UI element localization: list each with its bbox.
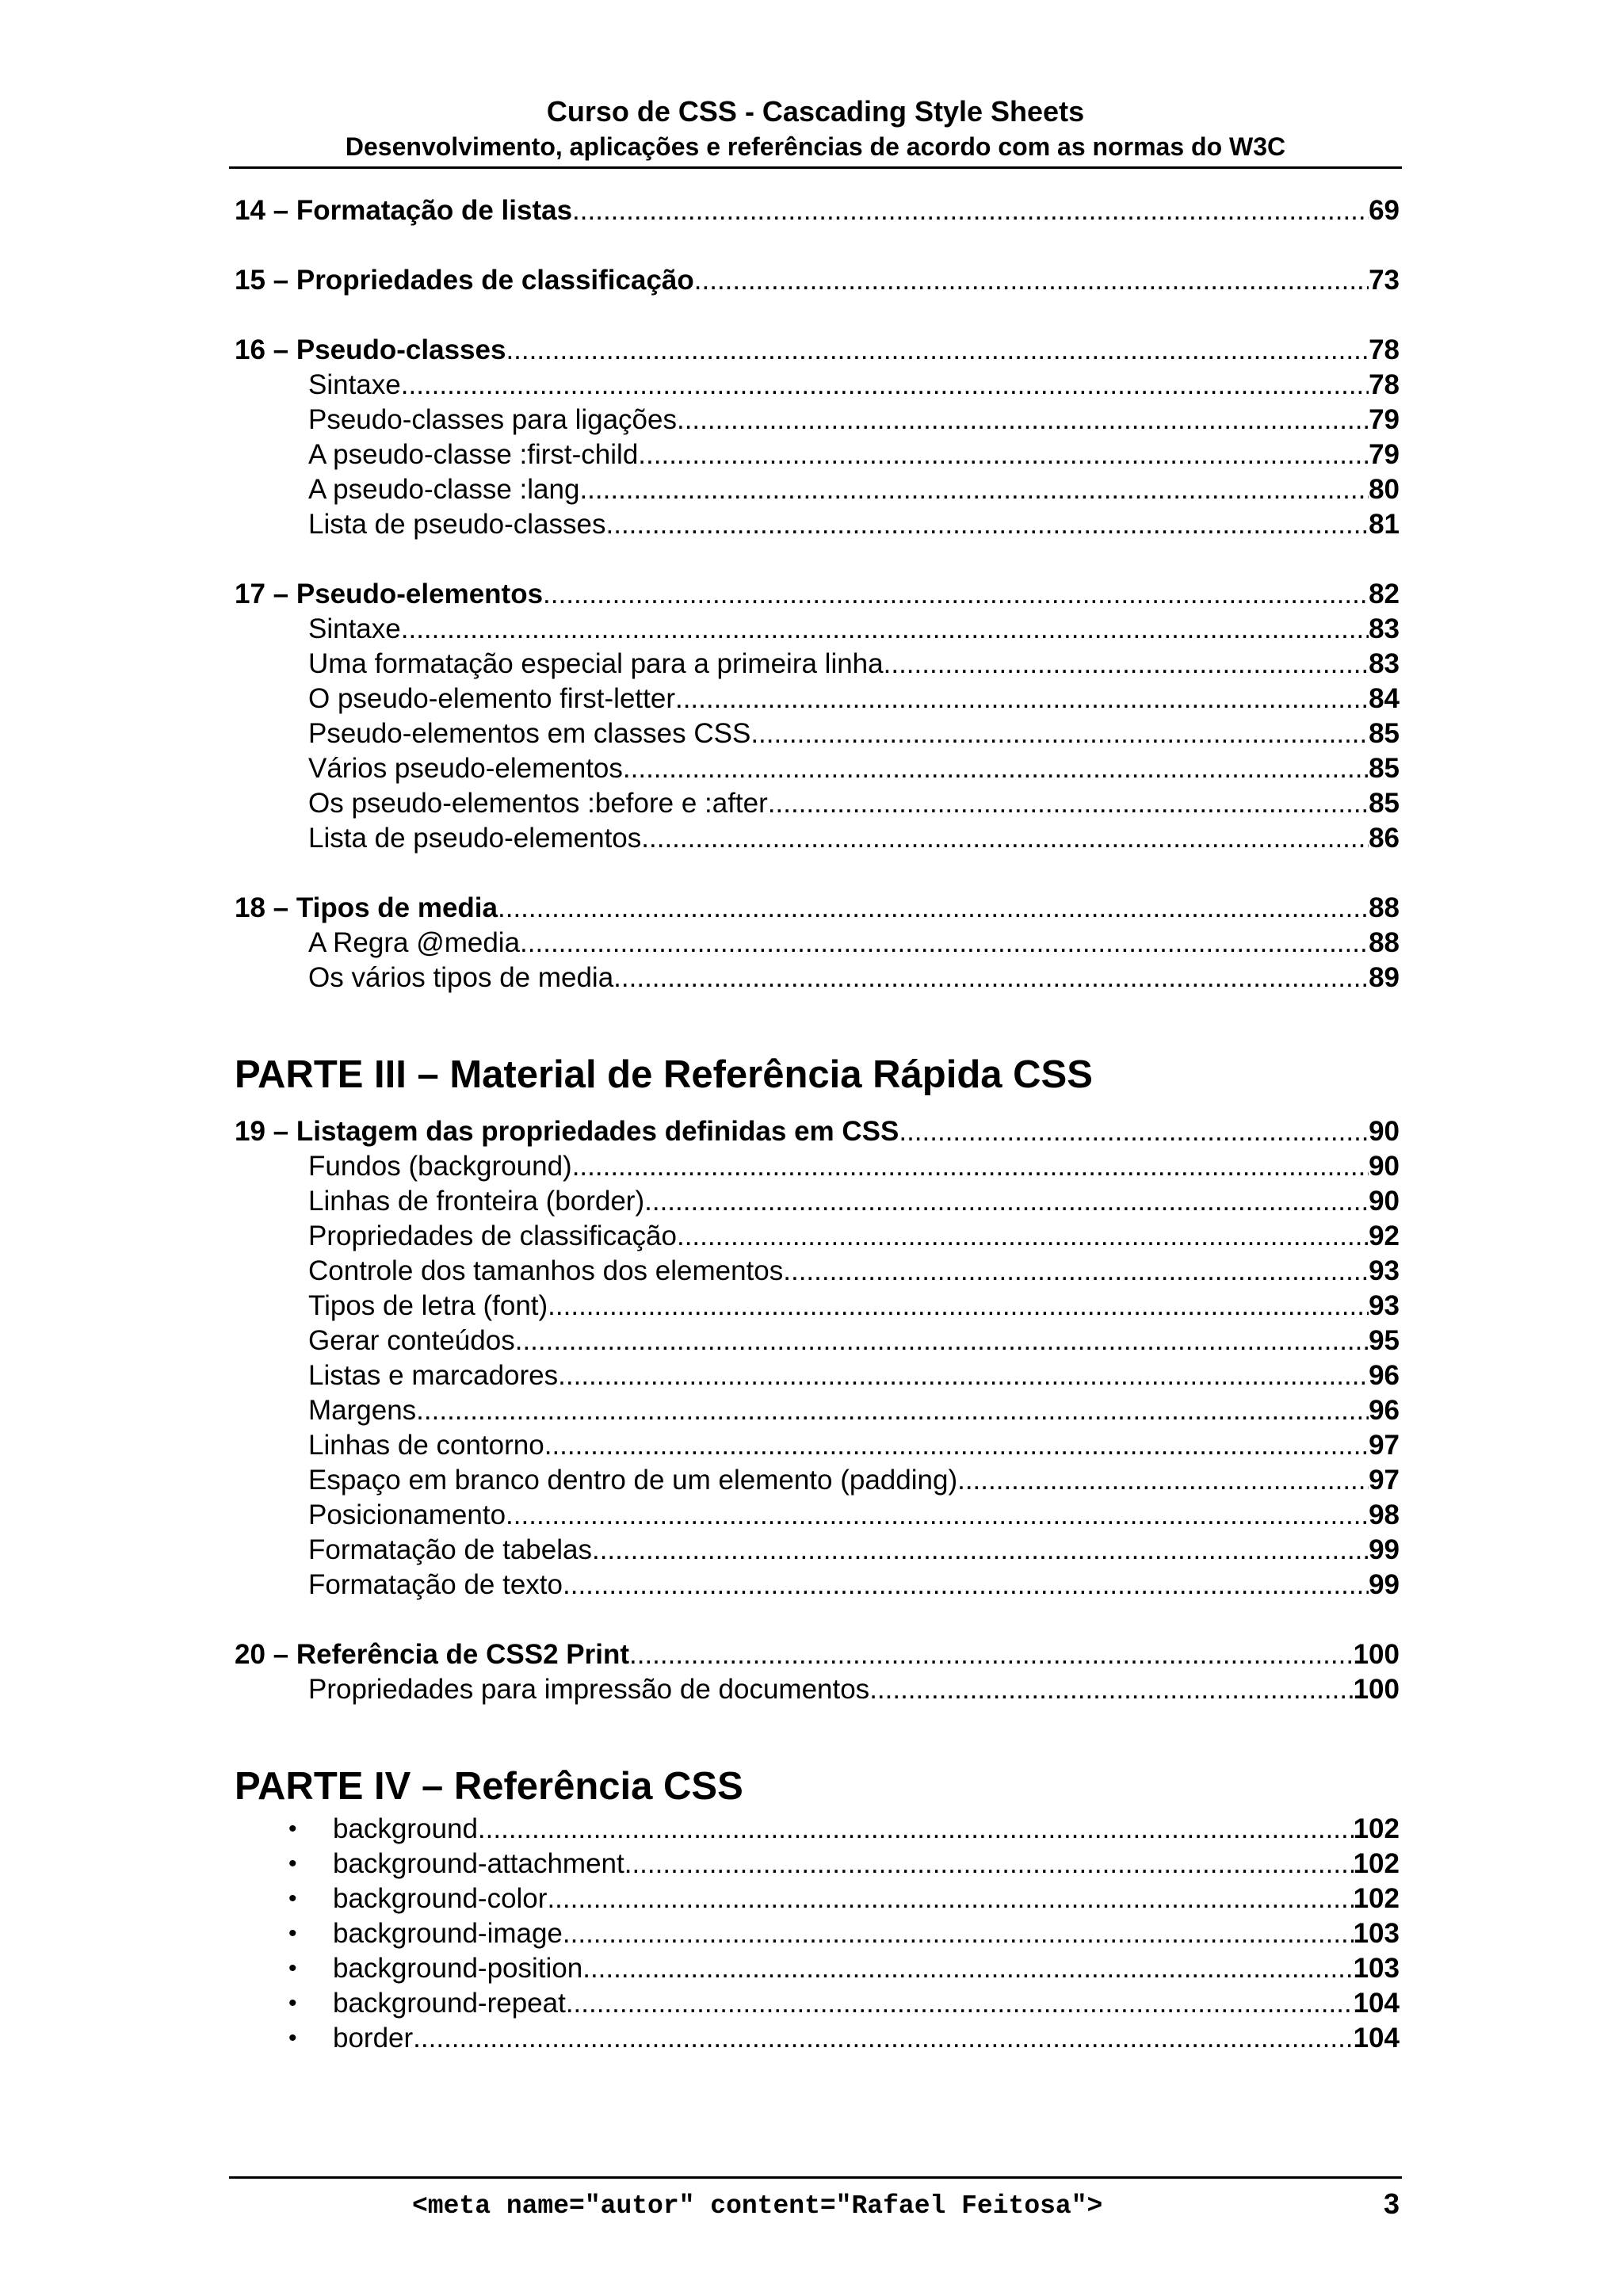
toc-entry-page: 81 <box>1369 509 1400 540</box>
toc-subentry[interactable] <box>235 612 1400 647</box>
toc-entry-page: 79 <box>1369 404 1400 435</box>
toc-entry-label: Formatação de tabelas <box>308 1534 592 1565</box>
bullet-icon: • <box>288 1990 297 2016</box>
toc-entry-label: A Regra @media <box>308 927 521 958</box>
toc-entry-page: 103 <box>1353 1918 1400 1949</box>
toc-bullet-entry[interactable] <box>235 1986 1400 2021</box>
leader-dots <box>579 472 1369 507</box>
toc-entry-label: background-attachment <box>333 1848 624 1879</box>
leader-dots <box>677 403 1369 437</box>
toc-entry-page: 80 <box>1369 474 1400 505</box>
toc-subentry[interactable] <box>235 647 1400 682</box>
toc-entry-page: 102 <box>1353 1883 1400 1914</box>
toc-bullet-entry[interactable] <box>235 1916 1400 1951</box>
toc-entry-page: 84 <box>1369 683 1400 714</box>
toc-entry-page: 92 <box>1369 1221 1400 1251</box>
toc-entry-page: 79 <box>1369 439 1400 470</box>
toc-entry-page: 104 <box>1353 2023 1400 2053</box>
toc-entry-label: Propriedades para impressão de documentos <box>308 1674 870 1705</box>
toc-entry-label: Sintaxe <box>308 369 401 400</box>
toc-subentry[interactable] <box>235 1184 1400 1219</box>
toc-entry-page: 73 <box>1369 265 1400 296</box>
toc-entry-label: Os pseudo-elementos :before e :after <box>308 788 768 819</box>
table-of-contents <box>235 193 1400 2056</box>
toc-entry-page: 100 <box>1353 1639 1400 1670</box>
toc-entry-page: 96 <box>1369 1360 1400 1391</box>
toc-entry-page: 85 <box>1369 788 1400 819</box>
toc-entry-label: background <box>333 1813 478 1844</box>
toc-subentry[interactable] <box>235 1672 1400 1707</box>
leader-dots <box>644 1184 1369 1219</box>
toc-entry-label: Propriedades de classificação <box>308 1221 677 1251</box>
toc-entry-page: 100 <box>1353 1674 1400 1705</box>
leader-dots <box>558 1358 1369 1393</box>
toc-entry-label: background-position <box>333 1953 583 1984</box>
toc-entry-page: 83 <box>1369 613 1400 644</box>
toc-entry-page: 83 <box>1369 648 1400 679</box>
toc-subentry[interactable] <box>235 1219 1400 1254</box>
header-subtitle: Desenvolvimento, aplicações e referências de acordo com as normas do W3C <box>345 132 1286 161</box>
toc-subentry[interactable] <box>235 1428 1400 1463</box>
leader-dots <box>498 891 1369 926</box>
toc-subentry[interactable] <box>235 1289 1400 1324</box>
leader-dots <box>613 961 1369 995</box>
toc-entry-page: 69 <box>1369 195 1400 226</box>
toc-subentry[interactable] <box>235 821 1400 856</box>
leader-dots <box>638 437 1369 472</box>
toc-entry-page: 98 <box>1369 1499 1400 1530</box>
leader-dots <box>675 682 1369 716</box>
toc-subentry[interactable] <box>235 403 1400 437</box>
toc-chapter-20[interactable] <box>235 1637 1400 1672</box>
toc-subentry[interactable] <box>235 926 1400 961</box>
toc-entry-label: O pseudo-elemento first-letter <box>308 683 675 714</box>
leader-dots <box>563 1568 1369 1603</box>
leader-dots <box>416 1393 1369 1428</box>
bullet-icon: • <box>288 1920 297 1946</box>
toc-subentry[interactable] <box>235 1568 1400 1603</box>
toc-entry-page: 88 <box>1369 927 1400 958</box>
leader-dots <box>899 1114 1369 1149</box>
toc-chapter-17[interactable] <box>235 577 1400 612</box>
toc-subentry[interactable] <box>235 1358 1400 1393</box>
leader-dots <box>768 786 1369 821</box>
toc-entry-label: 15 – Propriedades de classificação <box>235 265 694 296</box>
toc-subentry[interactable] <box>235 1533 1400 1568</box>
leader-dots <box>413 2021 1353 2056</box>
toc-entry-page: 97 <box>1369 1465 1400 1496</box>
toc-bullet-entry[interactable] <box>235 1881 1400 1916</box>
part-heading-4: PARTE IV – Referência CSS <box>235 1765 743 1808</box>
leader-dots <box>563 1916 1354 1951</box>
leader-dots <box>750 716 1369 751</box>
leader-dots <box>641 821 1369 856</box>
leader-dots <box>572 193 1369 228</box>
bullet-icon: • <box>288 1851 297 1877</box>
toc-subentry[interactable] <box>235 1149 1400 1184</box>
toc-entry-page: 103 <box>1353 1953 1400 1984</box>
leader-dots <box>629 1637 1354 1672</box>
leader-dots <box>543 577 1369 612</box>
toc-bullet-entry[interactable] <box>235 1951 1400 1986</box>
leader-dots <box>677 1219 1369 1254</box>
leader-dots <box>566 1986 1354 2021</box>
leader-dots <box>582 1951 1353 1986</box>
bullet-icon: • <box>288 1816 297 1842</box>
leader-dots <box>957 1463 1369 1498</box>
toc-chapter-15[interactable] <box>235 263 1400 298</box>
header-title: Curso de CSS - Cascading Style Sheets <box>546 95 1085 128</box>
toc-bullet-entry[interactable] <box>235 2021 1400 2056</box>
toc-entry-page: 90 <box>1369 1151 1400 1182</box>
toc-chapter-14[interactable] <box>235 193 1400 228</box>
toc-entry-label: Sintaxe <box>308 613 401 644</box>
toc-entry-page: 97 <box>1369 1430 1400 1461</box>
toc-entry-label: Margens <box>308 1395 417 1426</box>
toc-entry-label: 19 – Listagem das propriedades definidas em CSS <box>235 1116 899 1147</box>
toc-entry-label: 14 – Formatação de listas <box>235 195 573 226</box>
toc-bullet-entry[interactable] <box>235 1847 1400 1881</box>
toc-entry-page: 88 <box>1369 892 1400 923</box>
toc-entry-label: Os vários tipos de media <box>308 962 614 993</box>
toc-entry-label: Gerar conteúdos <box>308 1325 515 1356</box>
footer-meta-text: <meta name="autor" content="Rafael Feitosa"> <box>412 2191 1103 2221</box>
toc-entry-label: Espaço em branco dentro de um elemento (padding) <box>308 1465 958 1496</box>
leader-dots <box>506 1498 1369 1533</box>
toc-entry-label: border <box>333 2023 414 2053</box>
leader-dots <box>544 1428 1369 1463</box>
leader-dots <box>506 333 1369 368</box>
footer-rule <box>229 2176 1402 2179</box>
toc-subentry[interactable] <box>235 1254 1400 1289</box>
toc-entry-label: Pseudo-classes para ligações <box>308 404 677 435</box>
toc-entry-page: 99 <box>1369 1569 1400 1600</box>
toc-entry-page: 99 <box>1369 1534 1400 1565</box>
toc-subentry[interactable] <box>235 507 1400 542</box>
bullet-icon: • <box>288 1955 297 1981</box>
leader-dots <box>869 1672 1353 1707</box>
toc-subentry[interactable] <box>235 716 1400 751</box>
toc-subentry[interactable] <box>235 437 1400 472</box>
toc-entry-label: 17 – Pseudo-elementos <box>235 579 544 609</box>
toc-entry-page: 90 <box>1369 1116 1400 1147</box>
toc-entry-page: 95 <box>1369 1325 1400 1356</box>
toc-entry-page: 86 <box>1369 823 1400 854</box>
leader-dots <box>783 1254 1369 1289</box>
toc-bullet-entry[interactable] <box>235 1812 1400 1847</box>
toc-entry-page: 90 <box>1369 1186 1400 1217</box>
toc-entry-label: Lista de pseudo-elementos <box>308 823 642 854</box>
toc-subentry[interactable] <box>235 786 1400 821</box>
leader-dots <box>572 1149 1369 1184</box>
toc-entry-label: A pseudo-classe :first-child <box>308 439 639 470</box>
toc-entry-label: Controle dos tamanhos dos elementos <box>308 1255 784 1286</box>
toc-entry-page: 85 <box>1369 753 1400 784</box>
header-rule <box>229 166 1402 169</box>
toc-entry-label: 20 – Referência de CSS2 Print <box>235 1639 629 1670</box>
leader-dots <box>515 1324 1369 1358</box>
leader-dots <box>548 1289 1369 1324</box>
part-heading-3: PARTE III – Material de Referência Rápida CSS <box>235 1053 1093 1096</box>
toc-entry-page: 104 <box>1353 1988 1400 2019</box>
toc-entry-label: A pseudo-classe :lang <box>308 474 580 505</box>
toc-subentry[interactable] <box>235 368 1400 403</box>
leader-dots <box>624 1847 1354 1881</box>
leader-dots <box>694 263 1369 298</box>
leader-dots <box>401 368 1369 403</box>
toc-entry-label: background-image <box>333 1918 563 1949</box>
toc-entry-label: Linhas de contorno <box>308 1430 544 1461</box>
toc-entry-label: Lista de pseudo-classes <box>308 509 606 540</box>
toc-subentry[interactable] <box>235 1393 1400 1428</box>
toc-subentry[interactable] <box>235 472 1400 507</box>
toc-chapter-19[interactable] <box>235 1114 1400 1149</box>
toc-chapter-18[interactable] <box>235 891 1400 926</box>
toc-entry-page: 82 <box>1369 579 1400 609</box>
leader-dots <box>478 1812 1354 1847</box>
leader-dots <box>606 507 1369 542</box>
leader-dots <box>547 1881 1353 1916</box>
toc-subentry[interactable] <box>235 1324 1400 1358</box>
leader-dots <box>884 647 1369 682</box>
leader-dots <box>520 926 1369 961</box>
toc-subentry[interactable] <box>235 1463 1400 1498</box>
toc-entry-label: Posicionamento <box>308 1499 506 1530</box>
toc-subentry[interactable] <box>235 751 1400 786</box>
toc-entry-label: Formatação de texto <box>308 1569 563 1600</box>
toc-subentry[interactable] <box>235 1498 1400 1533</box>
toc-chapter-16[interactable] <box>235 333 1400 368</box>
toc-entry-page: 93 <box>1369 1290 1400 1321</box>
toc-entry-label: Uma formatação especial para a primeira linha <box>308 648 884 679</box>
toc-entry-label: 18 – Tipos de media <box>235 892 498 923</box>
toc-subentry[interactable] <box>235 682 1400 716</box>
bullet-icon: • <box>288 2025 297 2051</box>
toc-entry-page: 96 <box>1369 1395 1400 1426</box>
toc-entry-label: Listas e marcadores <box>308 1360 559 1391</box>
toc-entry-label: Pseudo-elementos em classes CSS <box>308 718 751 749</box>
leader-dots <box>401 612 1369 647</box>
toc-entry-label: background-repeat <box>333 1988 566 2019</box>
page-number: 3 <box>1383 2187 1400 2220</box>
toc-entry-label: background-color <box>333 1883 548 1914</box>
leader-dots <box>623 751 1369 786</box>
toc-entry-label: Vários pseudo-elementos <box>308 753 623 784</box>
toc-entry-page: 78 <box>1369 334 1400 365</box>
leader-dots <box>592 1533 1369 1568</box>
toc-entry-page: 85 <box>1369 718 1400 749</box>
toc-entry-page: 93 <box>1369 1255 1400 1286</box>
toc-entry-page: 102 <box>1353 1813 1400 1844</box>
bullet-icon: • <box>288 1885 297 1912</box>
toc-entry-label: Linhas de fronteira (border) <box>308 1186 645 1217</box>
toc-subentry[interactable] <box>235 961 1400 995</box>
toc-entry-label: Tipos de letra (font) <box>308 1290 548 1321</box>
toc-entry-page: 102 <box>1353 1848 1400 1879</box>
toc-entry-label: Fundos (background) <box>308 1151 572 1182</box>
toc-entry-page: 89 <box>1369 962 1400 993</box>
toc-entry-label: 16 – Pseudo-classes <box>235 334 506 365</box>
toc-entry-page: 78 <box>1369 369 1400 400</box>
